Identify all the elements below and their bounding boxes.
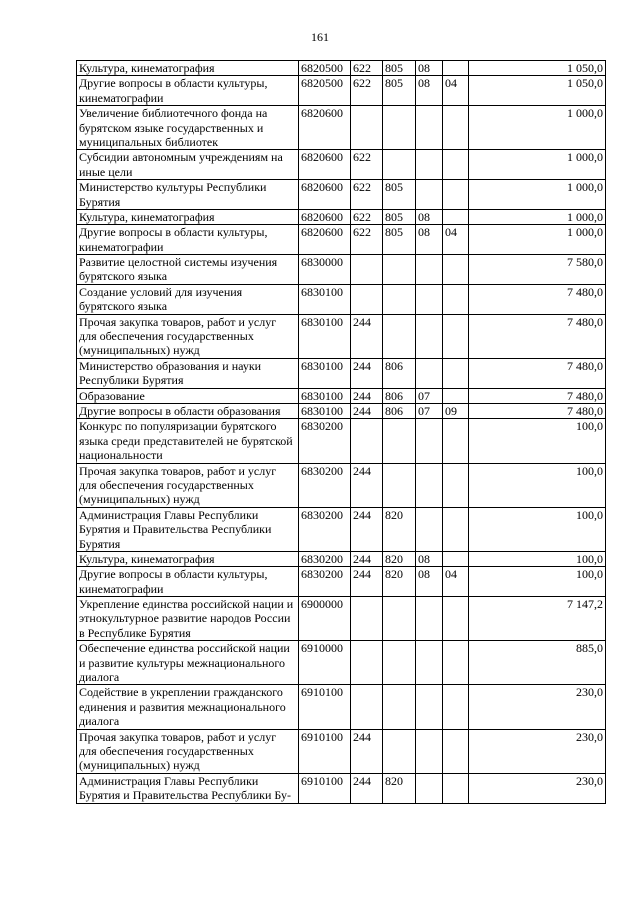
row-administrator-code: 820: [383, 773, 416, 803]
row-target-code: 6830200: [299, 463, 351, 507]
row-target-code: 6830000: [299, 255, 351, 285]
row-subsection: [443, 685, 469, 729]
row-target-code: 6910000: [299, 641, 351, 685]
row-subsection: [443, 284, 469, 314]
table-row: [77, 773, 606, 803]
row-section: [416, 773, 443, 803]
table-row: [77, 388, 606, 403]
row-name: Прочая закупка товаров, работ и услуг для обеспечения государственных (муниципальных) нужд: [77, 729, 299, 773]
row-section: 08: [416, 76, 443, 106]
row-expense-type: 622: [351, 150, 383, 180]
row-section: [416, 255, 443, 285]
row-amount: 230,0: [469, 729, 606, 773]
row-target-code: 6910100: [299, 685, 351, 729]
row-name: Министерство культуры Республики Бурятия: [77, 180, 299, 210]
table-row: [77, 209, 606, 224]
table-row: [77, 284, 606, 314]
row-expense-type: 244: [351, 773, 383, 803]
row-section: [416, 597, 443, 641]
row-expense-type: 244: [351, 314, 383, 358]
row-name: Другие вопросы в области образования: [77, 403, 299, 418]
row-subsection: 04: [443, 225, 469, 255]
row-target-code: 6830200: [299, 419, 351, 463]
row-administrator-code: 820: [383, 551, 416, 566]
row-expense-type: [351, 641, 383, 685]
row-target-code: 6830200: [299, 507, 351, 551]
row-administrator-code: 805: [383, 180, 416, 210]
row-amount: 1 050,0: [469, 76, 606, 106]
row-amount: 100,0: [469, 567, 606, 597]
row-section: [416, 685, 443, 729]
row-section: [416, 106, 443, 150]
row-subsection: [443, 61, 469, 76]
table-row: [77, 76, 606, 106]
row-amount: 1 000,0: [469, 180, 606, 210]
row-amount: 1 000,0: [469, 150, 606, 180]
row-expense-type: 622: [351, 209, 383, 224]
row-section: [416, 284, 443, 314]
table-row: [77, 255, 606, 285]
row-name: Культура, кинематография: [77, 209, 299, 224]
row-name: Другие вопросы в области культуры, кинематографии: [77, 567, 299, 597]
row-subsection: [443, 729, 469, 773]
table-row: [77, 463, 606, 507]
row-subsection: [443, 773, 469, 803]
row-section: [416, 180, 443, 210]
table-row: [77, 358, 606, 388]
table-row: [77, 403, 606, 418]
table-row: [77, 106, 606, 150]
row-subsection: [443, 388, 469, 403]
row-subsection: [443, 463, 469, 507]
row-target-code: 6830200: [299, 551, 351, 566]
row-expense-type: [351, 597, 383, 641]
row-administrator-code: 806: [383, 388, 416, 403]
row-target-code: 6820600: [299, 150, 351, 180]
row-administrator-code: [383, 255, 416, 285]
row-administrator-code: 805: [383, 209, 416, 224]
row-administrator-code: [383, 106, 416, 150]
row-subsection: [443, 255, 469, 285]
row-name: Администрация Главы Республики Бурятия и Правительства Республики Бурятия: [77, 507, 299, 551]
row-section: 08: [416, 567, 443, 597]
row-target-code: 6830100: [299, 284, 351, 314]
row-amount: 7 480,0: [469, 403, 606, 418]
row-section: 08: [416, 551, 443, 566]
row-target-code: 6820600: [299, 225, 351, 255]
table-row: [77, 314, 606, 358]
row-expense-type: [351, 255, 383, 285]
row-amount: 100,0: [469, 551, 606, 566]
budget-table: [76, 60, 606, 804]
row-target-code: 6900000: [299, 597, 351, 641]
row-amount: 100,0: [469, 507, 606, 551]
row-name: Министерство образования и науки Республики Бурятия: [77, 358, 299, 388]
row-administrator-code: [383, 284, 416, 314]
row-administrator-code: [383, 641, 416, 685]
row-name: Культура, кинематография: [77, 551, 299, 566]
row-name: Конкурс по популяризации бурятского языка среди представителей не бурятской национальности: [77, 419, 299, 463]
row-target-code: 6830100: [299, 358, 351, 388]
table-row: [77, 597, 606, 641]
row-name: Укрепление единства российской нации и этнокультурное развитие народов России в Республике Бурятия: [77, 597, 299, 641]
row-administrator-code: 805: [383, 76, 416, 106]
row-name: Прочая закупка товаров, работ и услуг для обеспечения государственных (муниципальных) нужд: [77, 463, 299, 507]
row-section: [416, 150, 443, 180]
row-administrator-code: [383, 597, 416, 641]
row-subsection: [443, 150, 469, 180]
row-expense-type: 622: [351, 180, 383, 210]
row-name: Увеличение библиотечного фонда на бурятском языке государственных и муниципальных библиотек: [77, 106, 299, 150]
row-target-code: 6830100: [299, 403, 351, 418]
row-administrator-code: [383, 729, 416, 773]
row-subsection: [443, 209, 469, 224]
row-amount: 1 000,0: [469, 225, 606, 255]
row-target-code: 6830100: [299, 388, 351, 403]
table-row: [77, 729, 606, 773]
row-expense-type: 244: [351, 358, 383, 388]
table-body: [77, 61, 606, 804]
row-section: 07: [416, 403, 443, 418]
table-row: [77, 61, 606, 76]
row-name: Обеспечение единства российской нации и развитие культуры межнационального диалога: [77, 641, 299, 685]
row-section: [416, 314, 443, 358]
row-administrator-code: 805: [383, 61, 416, 76]
row-administrator-code: 820: [383, 507, 416, 551]
table-row: [77, 507, 606, 551]
row-expense-type: [351, 685, 383, 729]
row-section: [416, 507, 443, 551]
row-amount: 7 580,0: [469, 255, 606, 285]
row-name: Другие вопросы в области культуры, кинематографии: [77, 76, 299, 106]
row-subsection: [443, 180, 469, 210]
row-name: Прочая закупка товаров, работ и услуг для обеспечения государственных (муниципальных) нужд: [77, 314, 299, 358]
row-name: Субсидии автономным учреждениям на иные цели: [77, 150, 299, 180]
row-administrator-code: 806: [383, 403, 416, 418]
row-expense-type: 244: [351, 567, 383, 597]
row-expense-type: 244: [351, 507, 383, 551]
table-row: [77, 685, 606, 729]
table-row: [77, 180, 606, 210]
row-target-code: 6820500: [299, 76, 351, 106]
row-target-code: 6910100: [299, 773, 351, 803]
row-section: [416, 463, 443, 507]
row-amount: 1 000,0: [469, 209, 606, 224]
row-amount: 1 050,0: [469, 61, 606, 76]
row-expense-type: 244: [351, 551, 383, 566]
table-row: [77, 567, 606, 597]
row-subsection: 04: [443, 567, 469, 597]
row-expense-type: 244: [351, 729, 383, 773]
row-target-code: 6820500: [299, 61, 351, 76]
row-expense-type: 622: [351, 61, 383, 76]
row-name: Содействие в укреплении гражданского единения и развития межнационального диалога: [77, 685, 299, 729]
row-amount: 885,0: [469, 641, 606, 685]
row-name: Администрация Главы Республики Бурятия и Правительства Республики Бу-: [77, 773, 299, 803]
row-section: [416, 641, 443, 685]
row-name: Образование: [77, 388, 299, 403]
row-expense-type: 244: [351, 388, 383, 403]
row-expense-type: 244: [351, 463, 383, 507]
row-subsection: [443, 641, 469, 685]
row-subsection: [443, 314, 469, 358]
row-administrator-code: [383, 150, 416, 180]
row-subsection: [443, 551, 469, 566]
table-row: [77, 641, 606, 685]
row-administrator-code: [383, 685, 416, 729]
row-expense-type: [351, 106, 383, 150]
row-target-code: 6820600: [299, 180, 351, 210]
row-section: 07: [416, 388, 443, 403]
row-administrator-code: [383, 314, 416, 358]
row-amount: 230,0: [469, 773, 606, 803]
row-target-code: 6820600: [299, 106, 351, 150]
row-amount: 7 480,0: [469, 284, 606, 314]
row-subsection: [443, 507, 469, 551]
row-amount: 7 480,0: [469, 314, 606, 358]
row-expense-type: 622: [351, 76, 383, 106]
row-section: 08: [416, 209, 443, 224]
page-number: 161: [311, 30, 329, 44]
row-name: Развитие целостной системы изучения бурятского языка: [77, 255, 299, 285]
row-subsection: [443, 419, 469, 463]
row-name: Создание условий для изучения бурятского языка: [77, 284, 299, 314]
table-row: [77, 150, 606, 180]
row-subsection: [443, 106, 469, 150]
row-section: [416, 419, 443, 463]
row-section: 08: [416, 225, 443, 255]
row-section: [416, 729, 443, 773]
table-row: [77, 225, 606, 255]
row-expense-type: 244: [351, 403, 383, 418]
row-amount: 7 480,0: [469, 388, 606, 403]
row-subsection: 04: [443, 76, 469, 106]
row-expense-type: [351, 284, 383, 314]
row-name: Другие вопросы в области культуры, кинематографии: [77, 225, 299, 255]
row-amount: 100,0: [469, 463, 606, 507]
row-amount: 7 480,0: [469, 358, 606, 388]
row-administrator-code: 820: [383, 567, 416, 597]
row-section: [416, 358, 443, 388]
table-row: [77, 419, 606, 463]
row-administrator-code: [383, 419, 416, 463]
row-subsection: [443, 358, 469, 388]
row-amount: 1 000,0: [469, 106, 606, 150]
row-target-code: 6830200: [299, 567, 351, 597]
row-administrator-code: [383, 463, 416, 507]
row-amount: 7 147,2: [469, 597, 606, 641]
row-expense-type: 622: [351, 225, 383, 255]
row-expense-type: [351, 419, 383, 463]
row-section: 08: [416, 61, 443, 76]
row-subsection: 09: [443, 403, 469, 418]
row-name: Культура, кинематография: [77, 61, 299, 76]
row-administrator-code: 806: [383, 358, 416, 388]
row-target-code: 6830100: [299, 314, 351, 358]
row-target-code: 6820600: [299, 209, 351, 224]
row-subsection: [443, 597, 469, 641]
table-row: [77, 551, 606, 566]
row-amount: 100,0: [469, 419, 606, 463]
row-administrator-code: 805: [383, 225, 416, 255]
row-amount: 230,0: [469, 685, 606, 729]
row-target-code: 6910100: [299, 729, 351, 773]
